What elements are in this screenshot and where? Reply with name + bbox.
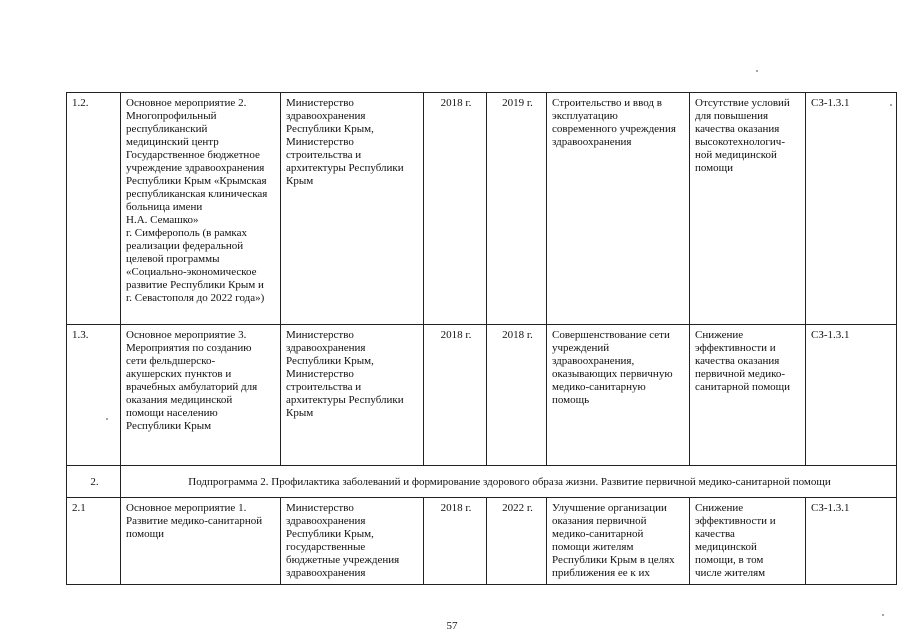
scan-speck (882, 614, 884, 616)
subprogram-title: Подпрограмма 2. Профилактика заболеваний и формирование здорового образа жизни. Развитие первичной медико-санитарной помощи (121, 466, 897, 498)
end-year-cell: 2018 г. (487, 325, 547, 466)
consequence-cell: Снижение эффективности и качества оказания первичной медико- санитарной помощи (690, 325, 806, 466)
table-row (67, 93, 897, 325)
start-year-cell: 2018 г. (424, 325, 487, 466)
row-number: 1.3. (67, 325, 121, 466)
subprogram-row (67, 466, 897, 498)
row-number: 1.2. (67, 93, 121, 325)
executor-cell: Министерство здравоохранения Республики Крым, государственные бюджетные учреждения здравоохранения (281, 498, 424, 585)
executor-cell: Министерство здравоохранения Республики Крым, Министерство строительства и архитектуры Республики Крым (281, 325, 424, 466)
indicator-code-cell: СЗ-1.3.1 (806, 325, 897, 466)
indicator-code-cell: СЗ-1.3.1 (806, 93, 897, 325)
subprogram-number: 2. (67, 466, 121, 498)
result-cell: Строительство и ввод в эксплуатацию современного учреждения здравоохранения (547, 93, 690, 325)
start-year-cell: 2018 г. (424, 93, 487, 325)
executor-cell: Министерство здравоохранения Республики Крым, Министерство строительства и архитектуры Республики Крым (281, 93, 424, 325)
end-year-cell: 2019 г. (487, 93, 547, 325)
start-year-cell: 2018 г. (424, 498, 487, 585)
consequence-cell: Отсутствие условий для повышения качества оказания высокотехнологич- ной медицинской помощи (690, 93, 806, 325)
table-row (67, 325, 897, 466)
measure-cell: Основное мероприятие 3. Мероприятия по созданию сети фельдшерско- акушерских пунктов и врачебных амбулаторий для оказания медицинской помощи населению Республики Крым (121, 325, 281, 466)
measures-table (66, 92, 897, 585)
scan-speck (756, 70, 758, 72)
row-number: 2.1 (67, 498, 121, 585)
table-row (67, 498, 897, 585)
result-cell: Улучшение организации оказания первичной медико-санитарной помощи жителям Республики Крым в целях приближения ее к их (547, 498, 690, 585)
end-year-cell: 2022 г. (487, 498, 547, 585)
measure-cell: Основное мероприятие 1. Развитие медико-санитарной помощи (121, 498, 281, 585)
indicator-code-cell: СЗ-1.3.1 (806, 498, 897, 585)
page-number: 57 (446, 620, 458, 632)
result-cell: Совершенствование сети учреждений здравоохранения, оказывающих первичную медико-санитарную помощь (547, 325, 690, 466)
measure-cell: Основное мероприятие 2. Многопрофильный республиканский медицинский центр Государственное бюджетное учреждение здравоохранения Республики Крым «Крымская республиканская клиническая больница имени Н.А. Семашко» г. Симферополь (в рамках реализации федеральной целевой программы «Социально-экономическое развитие Республики Крым и г. Севастополя до 2022 года») (121, 93, 281, 325)
consequence-cell: Снижение эффективности и качества медицинской помощи, в том числе жителям (690, 498, 806, 585)
